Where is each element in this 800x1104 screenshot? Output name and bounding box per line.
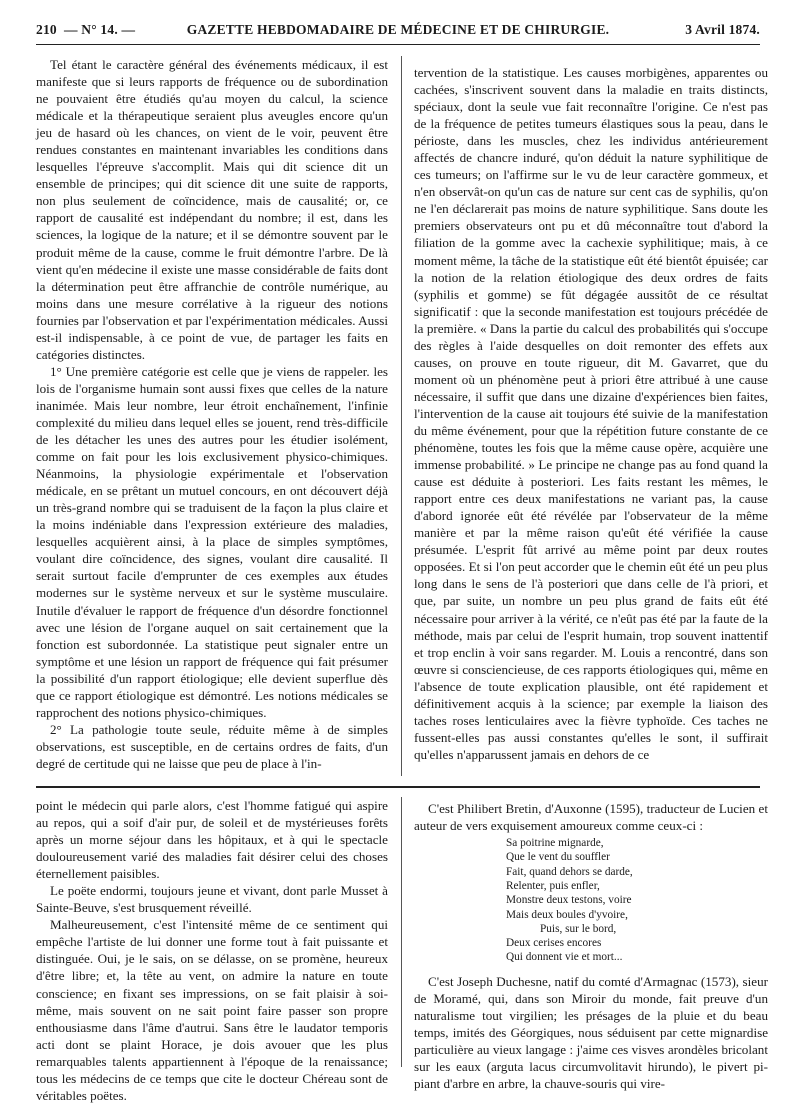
column-divider [401, 797, 402, 1067]
article-paragraph: Tel étant le caractère général des événements médicaux, il est manifeste que si leurs rapports de fréquence ou de subordination ne pouvaient être étudiés qu'au moyen du calcul, la science médicale et la thérapeutique seraient plus aveugles encore qu'un jeu de hasard où les chances, on vient de le voir, peuvent être rendues constantes en maintenant invariables les conditions dans lesquelles l'épreuve s'accomplit. Mais qui dit science dit un ensemble de principes; qui dit science dit une suite de rapports, non plus seulement de coïncidence, mais de causalité; or, ce rapport de causalité est indépendant du nombre; il est, dans les sciences, la logique de la nature; et il se démontre souvent par le produit même de la cause, comme le fruit démontre l'arbre. De là vient qu'en médecine il existe une masse considérable de faits dont la détermination peut être affranchie de contrôle numérique, au moins dans une mesure corrélative à la rigueur des notions fournies par l'observation et par l'expérimentation médicales. Aussi est-il indispensable, à ce point de vue, de partager les faits en catégories distinctes. [36, 57, 388, 362]
feuilleton-paragraph: Le poëte endormi, toujours jeune et vivant, dont parle Musset à Sainte-Beuve, s'est brusquement réveillé. [36, 883, 388, 916]
issue-date: 3 Avril 1874. [685, 22, 760, 37]
poem-line: Monstre deux testons, voire [506, 894, 632, 907]
article-paragraph: 1° Une première catégorie est celle que je viens de rappeler. les lois de l'organisme humain sont aussi fixes que celles de la nature inanimée. Mais leur nombre, leur étroit enchaînement, l'infinie complexité du milieu dans lequel elles se jouent, rend très-difficile de les détacher les unes des autres pour les étudier isolément, comme on fait pour les lois exclusivement physico-chimiques. Néanmoins, la physiologie expérimentale et l'observation médicale, en se prêtant un mutuel concours, en ont découvert déjà un très-grand nombre qui se traduisent de la façon la plus claire et la moins indéniable dans l'expression extérieure des maladies, lesquelles acquièrent ainsi, à la place de simples symptômes, voulant dire coïncidence, des signes, voulant dire causalité. Il serait surtout facile d'emprunter de ces exemples aux études modernes sur le système nerveux et sur le système musculaire. Inutile d'évaluer le rapport de fréquence d'un désordre fonctionnel avec une lésion de l'organe auquel on sait certainement que la fonction est subordonnée. La statistique peut signaler entre un symptôme et une lésion un rapport de fréquence qui fait présumer la possibilité d'un rapport étiologique; elle devient superflue dès que ce rapport étiologique est démontré. Les notions médicales se rapprochent des notions physico-chimiques. [36, 363, 388, 720]
feuilleton-column-right [414, 800, 768, 1092]
page-number: 210 [36, 22, 57, 37]
page-number-and-issue [36, 22, 186, 38]
poem-line: Que le vent du souffler [506, 851, 610, 864]
poem-line: Relenter, puis enfler, [506, 879, 600, 892]
poem-line: Mais deux boules d'yvoire, [506, 908, 628, 921]
feuilleton-paragraph: C'est Joseph Duchesne, natif du comté d'Armagnac (1573), sieur de Moramé, qui, dans son Miroir du monde, fait preuve d'un naturalisme tout virgilien; les présages de la pluie et du beau temps, imités des Géorgiques, nous séduisent par cette mignardise particulière au vieux langage : j'aime ces visves arondèles bricolant sur les eaux (arguta lacus circumvolitavit hirundo), le pivert pi-piant d'arbre en arbre, la chauve-souris qui vire- [414, 973, 768, 1092]
article-paragraph: tervention de la statistique. Les causes morbigènes, apparentes ou cachées, s'inscrivent souvent dans la maladie en traits distincts, spéciaux, dont la seule vue fait reconnaître l'origine. Ce n'est pas de la fréquence de petites tumeurs élastiques sous la peau, dans le périoste, dans les muscles, chez les individus antérieurement affectés de chancre induré, qu'on déduit la nature syphilitique de ces tumeurs; on l'affirme sur le vu de leur caractère gommeux, et n'en observât-on qu'un cas de nature sur cent cas de syphilis, qu'on ne l'en déclarerait pas moins de nature syphilitique. Sans doute les premiers observateurs ont pu et dû méconnaître tout d'abord la filiation de la gomme avec la cachexie syphilitique; mais, à ce moment même, la tâche de la statistique eût été bientôt épuisée; car la notion de la relation étiologique des deux ordres de faits (syphilis et gomme) se fût dégagée aussitôt de ce résultat significatif : que la seconde manifestation est toujours précédée de la première. « Dans la partie du calcul des probabilités qui s'occupe des règles à l'aide desquelles on doit remonter des effets aux causes, on prouve en toute rigueur, dit M. Gavarret, que du moment où un phénomène peut à priori être attribué à une cause nécessaire, il suffit que dans une dizaine d'expériences bien faites, l'intervention de la cause ait toujours été suivie de la manifestation du même événement, pour que la répétition future constante de ce phénomène, toutes les fois que la même cause opère, acquière une immense probabilité. » Le principe ne change pas au fond quand la cause est déduite à posteriori. Les faits restant les mêmes, le rapport entre ces deux manifestations ne variant pas, la cause d'abord ignorée eût été révélée par l'observateur de la même manière et par la même raison qu'eût été vérifiée la cause présumée. L'esprit fût arrivé au même point par deux routes opposées. Et si l'on peut accorder que le chemin eût été un peu plus long dans le sens de l'à posteriori que dans celle de l'à priori, et que, par suite, un nombre un peu plus grand de faits eût été nécessaire pour arriver à la vérité, ce n'eût pas été par la faute de la méthode, mais par celui de l'esprit humain, trop souvent inattentif et trop enclin à voir sans regarder. M. Louis a rencontré, dans son œuvre si consciencieuse, de ces rapports étiologiques qui, même en l'absence de toute explication plausible, ont été rapidement et définitivement acquis à la science; par exemple la liaison des taches roses lenticulaires avec la fièvre typhoïde. Ces taches ne fussent-elles pas aussi constantes qu'elles le sont, il suffirait qu'elles n'apparussent jamais en dehors de ce [414, 65, 768, 762]
poem-line: Deux cerises encores [506, 937, 602, 950]
feuilleton-column-left [36, 797, 388, 1103]
poem-line: Qui donnent vie et mort... [506, 951, 623, 964]
article-column-left [36, 56, 388, 776]
feuilleton-paragraph: point le médecin qui parle alors, c'est l'homme fatigué qui aspire au repos, qui a soif d'air pur, de soleil et de mystérieuses forêts après un morne séjour dans les hôpitaux, et à qui le spectacle douloureusement varié des maladies fait désirer celui des choses éternellement paisibles. [36, 798, 388, 882]
poem-line: Puis, sur le bord, [540, 922, 617, 935]
article-paragraph: 2° La pathologie toute seule, réduite même à de simples observations, est susceptible, en de certains ordres de faits, d'un degré de certitude qui ne laisse que peu de place à l'in- [36, 721, 388, 771]
section-divider [36, 786, 760, 788]
feuilleton-paragraph: C'est Philibert Bretin, d'Auxonne (1595), traducteur de Lucien et auteur de vers exquisement amoureux comme ceux-ci : [414, 801, 768, 834]
poem-line: Sa poitrine mignarde, [506, 837, 604, 850]
issue-number: — N° 14. — [64, 22, 136, 37]
journal-title: GAZETTE HEBDOMADAIRE DE MÉDECINE ET DE CHIRURGIE. [186, 22, 610, 37]
poem-line: Fait, quand dehors se darde, [506, 865, 633, 878]
page-header [36, 22, 760, 45]
article-column-right [414, 64, 768, 776]
column-divider [401, 56, 402, 776]
poem-excerpt [506, 836, 768, 965]
feuilleton-paragraph: Malheureusement, c'est l'intensité même de ce sentiment qui empêche l'artiste de lui donner une forme tout à fait puissante et distinguée. Oui, je le sais, on se délasse, on se promène, heureux d'être libre; et, la tête au vent, on admire la nature en toute conscience; en fixant ses impressions, on se fait plaisir à soi-même, mais souvent on ne sait point faire passer son propre enthousiasme dans l'âme d'autrui. Sans être le laudator temporis acti dont se plaint Horace, je dois avouer que les plus remarquables talents appartiennent à l'époque de la renaissance; tous les médecins de ce temps que cite le docteur Chéreau sont de véritables poëtes. [36, 917, 388, 1103]
